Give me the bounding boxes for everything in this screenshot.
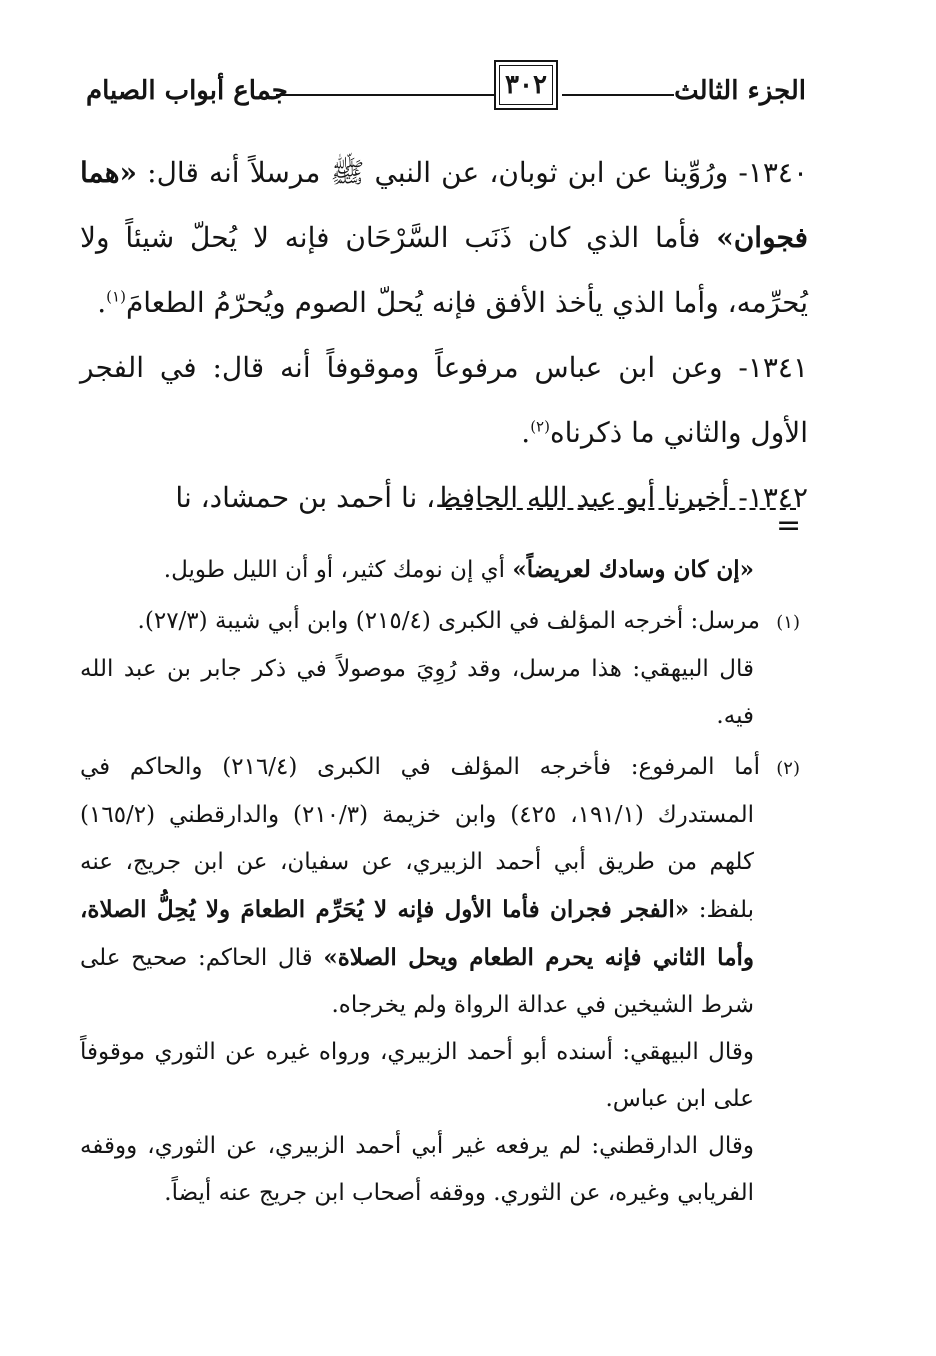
- footnote-quote: «الفجر فجران فأما الأول فإنه لا يُحَرِّم الطعامَ ولا يُحِلُّ الصلاة، وأما الثاني فإنه يحرم الطعام ويحل الصلاة»: [80, 896, 755, 971]
- sentence-end: .: [97, 286, 107, 319]
- page-number-box: [494, 60, 558, 110]
- footnote-1-comment: قال البيهقي: هذا مرسل، وقد رُوِيَ موصولاً في ذكر جابر بن عبد الله فيه.: [80, 656, 754, 729]
- footnotes: [80, 546, 800, 1217]
- main-text: [80, 140, 808, 530]
- footnote-number: (٢): [776, 758, 800, 779]
- hadith-1340: [80, 140, 808, 335]
- sentence-end: .: [521, 416, 531, 449]
- hadith-1341: [80, 335, 808, 465]
- hadith-number: ١٣٤٠: [747, 156, 808, 189]
- footnote-ref[interactable]: (١): [106, 287, 126, 306]
- footnote-separator: [446, 508, 796, 510]
- footnote-2: [80, 744, 800, 1029]
- header-rule-right: [562, 94, 674, 96]
- footnote-continuation: [80, 546, 800, 594]
- hadith-text: - وعن ابن عباس مرفوعاً وموقوفاً أنه قال: في الفجر الأول والثاني ما ذكرناه: [80, 351, 808, 449]
- hadith-1342: [80, 465, 808, 530]
- hadith-number: ١٣٤٢: [747, 481, 808, 514]
- footnote-number: (١): [776, 612, 800, 633]
- footnote-2-daraqutni: وقال الدارقطني: لم يرفعه غير أبي أحمد الزبيري، عن الثوري، ووقفه الفريابي وغيره، عن الثوري. ووقفه أصحاب ابن جريج عنه أيضاً.: [80, 1133, 754, 1206]
- hadith-text: - أخبرنا أبو عبد الله الحافظ، نا أحمد بن حمشاد، نا: [175, 481, 748, 514]
- hadith-text: فأما الذي كان ذَنَب السَّرْحَان فإنه لا يُحلّ شيئاً ولا يُحرِّمه، وأما الذي يأخذ الأفق فإنه يُحلّ الصوم ويُحرّمُ الطعامَ: [80, 221, 808, 319]
- footnote-quote: «إن كان وسادك لعريضاً»: [512, 556, 754, 583]
- footnote-text: مرسل: أخرجه المؤلف في الكبرى (٢١٥/٤) وابن أبي شيبة (٢٧/٣).: [137, 608, 760, 634]
- footnote-ref[interactable]: (٢): [530, 417, 550, 436]
- footnote-text: أما المرفوع: فأخرجه المؤلف في الكبرى (٢١٦/٤) والحاكم في المستدرك (١٩١/١، ٤٢٥) وابن خزيمة (٢١٠/٣) والدارقطني (١٦٥/٢) كلهم من طريق أبي أحمد الزبيري، عن سفيان، عن ابن جريج، عنه بلفظ:: [80, 754, 760, 923]
- footnote-text: قال الحاكم: صحيح على شرط الشيخين في عدالة الرواة ولم يخرجاه.: [80, 945, 754, 1018]
- hadith-text: - ورُوِّينا عن ابن ثوبان، عن النبي ﷺ مرسلاً أنه قال:: [147, 156, 748, 189]
- page-number: ٣٠٢: [505, 70, 547, 100]
- continuation-mark: =: [776, 508, 802, 543]
- footnote-2-bayhaqi: وقال البيهقي: أسنده أبو أحمد الزبيري، ورواه غيره عن الثوري موقوفاً على ابن عباس.: [80, 1039, 754, 1112]
- hadith-quote: «هما فجوان»: [80, 156, 808, 254]
- volume-title: الجزء الثالث: [674, 76, 806, 106]
- section-title: جماع أبواب الصيام: [86, 76, 288, 106]
- running-header: [86, 60, 806, 114]
- header-rule-left: [276, 94, 494, 96]
- footnote-text: أي إن نومك كثير، أو أن الليل طويل.: [163, 557, 513, 583]
- footnote-1: [80, 598, 800, 646]
- hadith-number: ١٣٤١: [747, 351, 808, 384]
